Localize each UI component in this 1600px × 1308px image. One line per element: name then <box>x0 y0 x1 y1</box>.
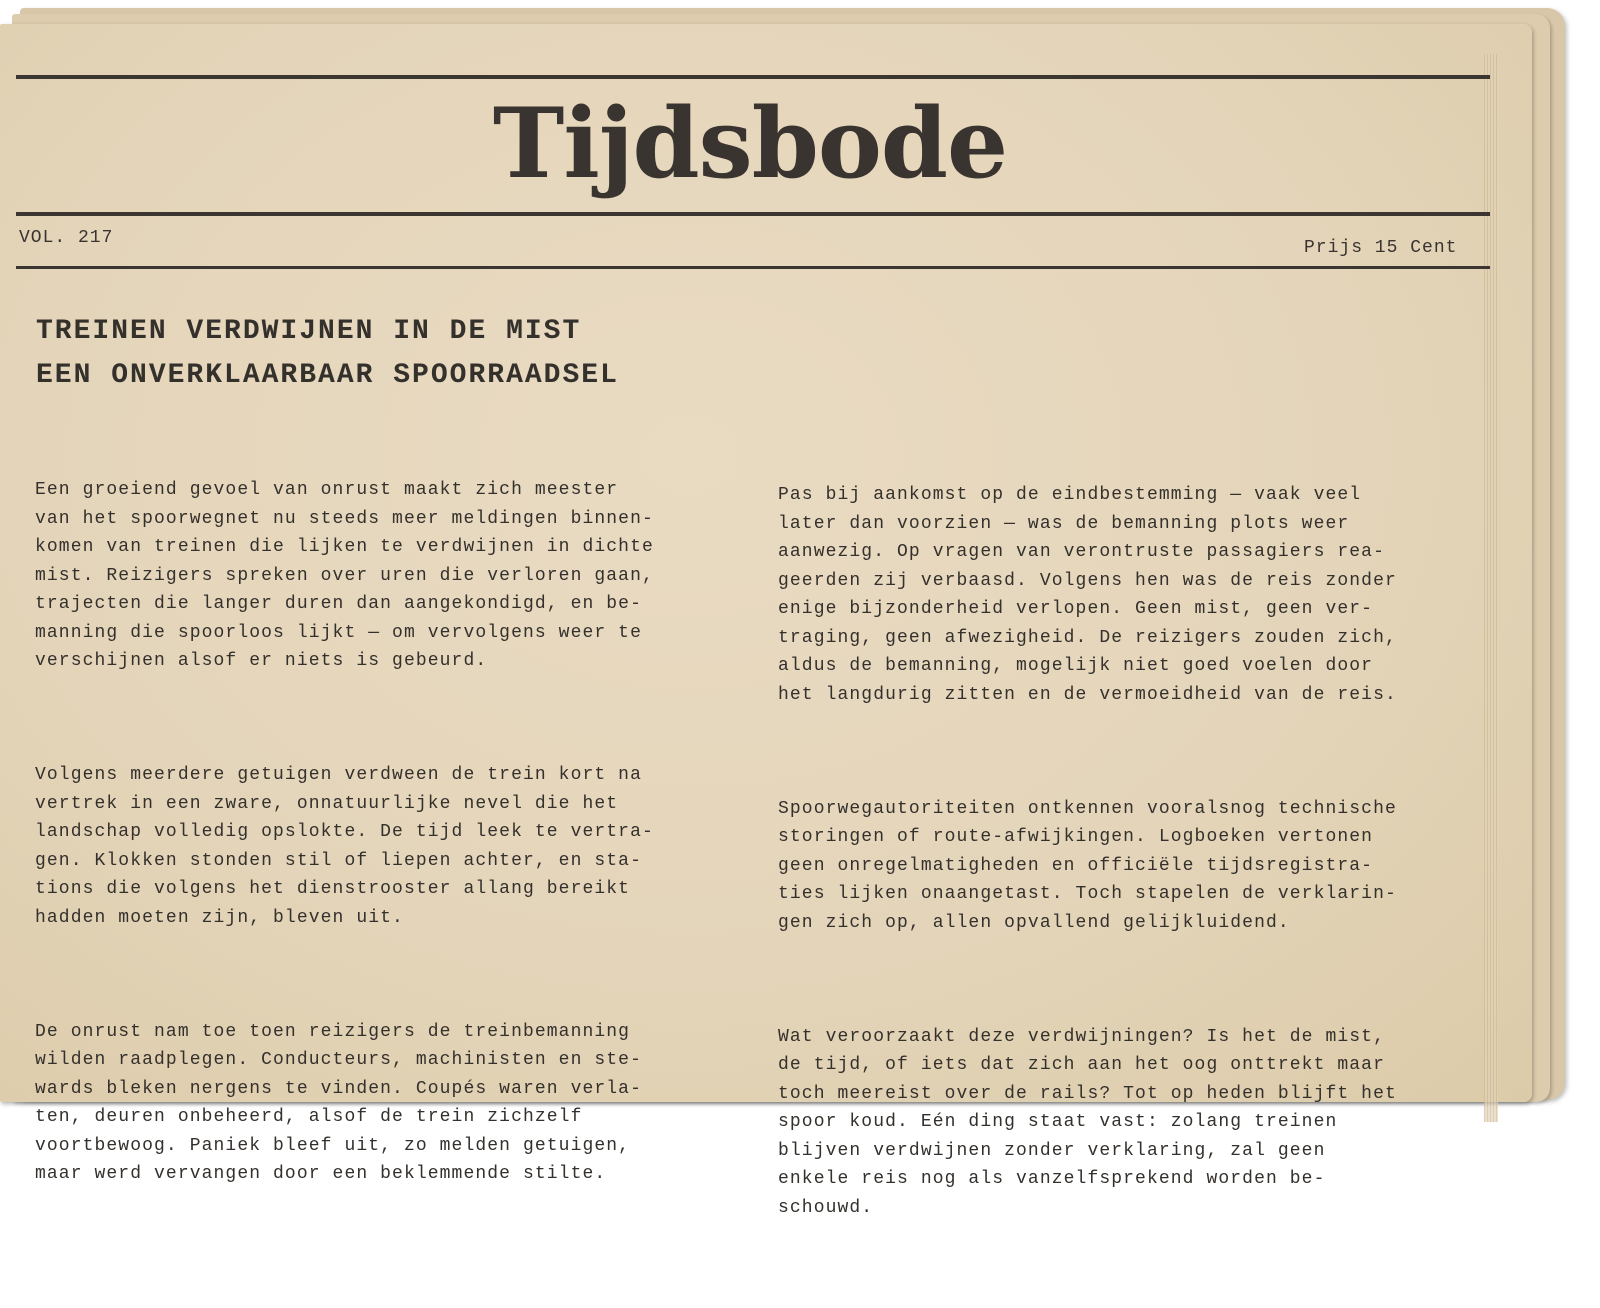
newspaper-title: Tijdsbode <box>492 87 1008 200</box>
headline-line-1: TREINEN VERDWIJNEN IN DE MIST <box>36 316 582 347</box>
article-column-right <box>778 424 1397 1308</box>
headline-line-2: EEN ONVERKLAARBAAR SPOORRAADSEL <box>36 360 619 391</box>
article-paragraph: Een groeiend gevoel van onrust maakt zich meester van het spoorwegnet nu steeds meer meldingen binnen- komen van treinen die lijken te verdwijnen in dichte mist. Reizigers spreken over uren die verloren gaan, trajecten die langer duren dan aangekondigd, en be- manning die spoorloos lijkt — om vervolgens weer te verschijnen alsof er niets is gebeurd. <box>35 480 654 671</box>
article-paragraph: Wat veroorzaakt deze verdwijningen? Is het de mist, de tijd, of iets dat zich aan het oog onttrekt maar toch meereist over de rails? Tot op heden blijft het spoor koud. Eén ding staat vast: zolang treinen blijven verdwijnen zonder verklaring, zal geen enkele reis nog als vanzelfsprekend worden be- schouwd. <box>778 1026 1397 1218</box>
newspaper-page <box>0 24 1532 1218</box>
header-bottom-rule <box>16 266 1490 269</box>
masthead-rule <box>16 212 1490 216</box>
volume-number: VOL. 217 <box>19 228 114 248</box>
price-label: Prijs 15 Cent <box>1304 238 1458 258</box>
top-rule <box>16 75 1490 79</box>
article-column-left <box>35 419 654 1274</box>
article-headline <box>36 310 619 398</box>
article-paragraph: De onrust nam toe toen reizigers de treinbemanning wilden raadplegen. Conducteurs, machinisten en ste- wards bleken nergens te vinden. Coupés waren verla- ten, deuren onbeheerd, alsof de trein zichzelf voortbewoog. Paniek bleef uit, zo melden getuigen, maar werd vervangen door een beklemmende stilte. <box>35 1021 642 1184</box>
article-paragraph: Volgens meerdere getuigen verdween de trein kort na vertrek in een zware, onnatuurlijke nevel die het landschap volledig opslokte. De tijd leek te vertra- gen. Klokken stonden stil of liepen achter, en sta- tions die volgens het dienstrooster allang bereikt hadden moeten zijn, bleven uit. <box>35 765 654 928</box>
article-paragraph: Spoorwegautoriteiten ontkennen vooralsnog technische storingen of route-afwijkingen. Logboeken vertonen geen onregelmatigheden en officiële tijdsregistra- ties lijken onaangetast. Toch stapelen de verklarin- gen zich op, allen opvallend gelijkluidend. <box>778 798 1397 933</box>
article-paragraph: Pas bij aankomst op de eindbestemming — vaak veel later dan voorzien — was de bemanning plots weer aanwezig. Op vragen van verontruste passagiers rea- geerden zij verbaasd. Volgens hen was de reis zonder enige bijzonderheid verlopen. Geen mist, geen ver- traging, geen afwezigheid. De reizigers zouden zich, aldus de bemanning, mogelijk niet goed voelen door het langdurig zitten en de vermoeidheid van de reis. <box>778 485 1397 705</box>
